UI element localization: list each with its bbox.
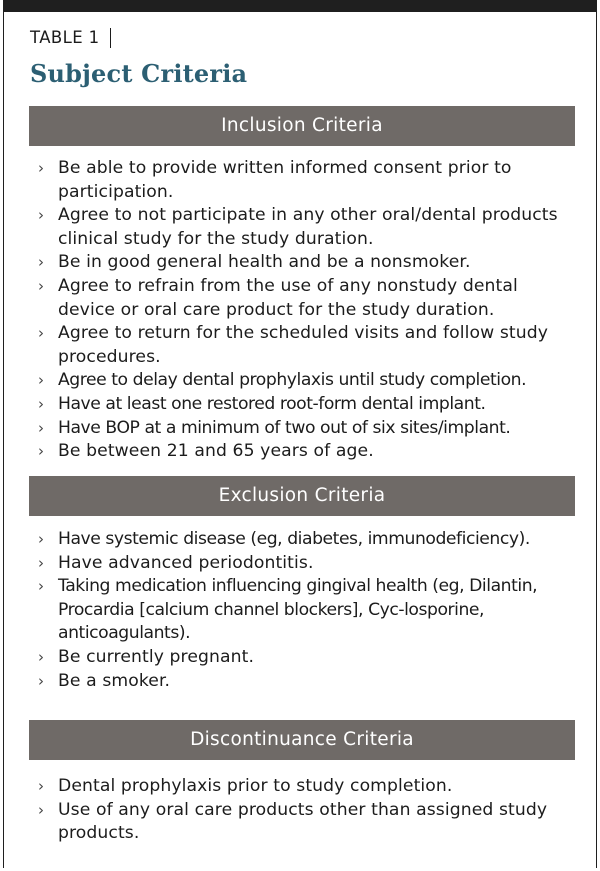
chevron-right-icon: ›	[38, 442, 45, 461]
inclusion-criteria-list	[38, 157, 578, 464]
chevron-right-icon: ›	[38, 647, 45, 666]
table-title: Subject Criteria	[30, 59, 248, 88]
list-item: › Have advanced periodontitis.	[38, 552, 578, 576]
chevron-right-icon: ›	[38, 777, 45, 795]
chevron-right-icon: ›	[38, 800, 45, 819]
exclusion-criteria-list	[38, 528, 578, 693]
chevron-right-icon: ›	[38, 530, 44, 548]
exclusion-criteria-heading: Exclusion Criteria	[29, 476, 575, 516]
list-item: › Be between 21 and 65 years of age.	[38, 440, 578, 464]
discontinuance-criteria-list	[38, 775, 578, 846]
list-item: › Be able to provide written informed consent prior to participation.	[38, 158, 512, 202]
chevron-right-icon: ›	[38, 276, 45, 295]
chevron-right-icon: ›	[38, 371, 44, 390]
chevron-right-icon: ›	[38, 324, 45, 343]
chevron-right-icon: ›	[38, 394, 44, 413]
inclusion-criteria-heading: Inclusion Criteria	[29, 106, 575, 146]
list-item: › Dental prophylaxis prior to study completion.	[38, 775, 578, 799]
list-item: › Agree to delay dental prophylaxis until study completion.	[38, 369, 578, 393]
list-item: › Agree to refrain from the use of any nonstudy dental device or oral care product for the study duration.	[38, 275, 518, 320]
list-item: › Be in good general health and be a nonsmoker.	[38, 251, 578, 275]
list-item: › Have at least one restored root-form dental implant.	[38, 393, 578, 417]
list-item: › Have systemic disease (eg, diabetes, immunodeficiency).	[38, 528, 578, 552]
chevron-right-icon: ›	[38, 553, 45, 572]
discontinuance-criteria-heading: Discontinuance Criteria	[29, 720, 575, 760]
chevron-right-icon: ›	[38, 418, 44, 437]
list-item: › Have BOP at a minimum of two out of six sites/implant.	[38, 417, 578, 441]
chevron-right-icon: ›	[38, 253, 45, 272]
list-item: › Be a smoker.	[38, 670, 578, 694]
list-item: › Taking medication influencing gingival health (eg, Dilantin, Procardia [calcium channel blockers], Cyc-losporine, anticoagulants).	[38, 576, 538, 644]
chevron-right-icon: ›	[38, 577, 44, 596]
chevron-right-icon: ›	[38, 206, 45, 225]
chevron-right-icon: ›	[38, 159, 45, 177]
list-item: › Use of any oral care products other than assigned study products.	[38, 799, 548, 844]
list-item: › Be currently pregnant.	[38, 646, 578, 670]
list-item: › Agree to return for the scheduled visits and follow study procedures.	[38, 323, 549, 367]
list-item: › Agree to not participate in any other oral/dental products clinical study for the study duration.	[38, 205, 558, 249]
chevron-right-icon: ›	[38, 671, 45, 690]
table-label: TABLE 1	[30, 28, 111, 48]
